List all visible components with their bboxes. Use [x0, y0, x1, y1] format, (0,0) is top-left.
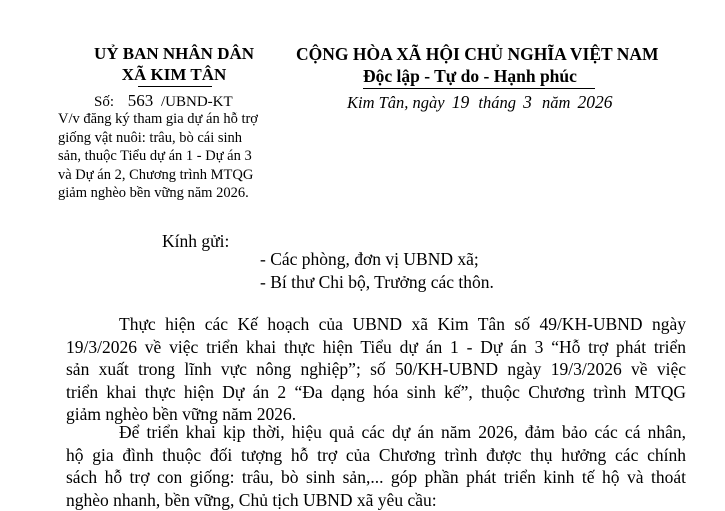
date-month: 3	[523, 92, 532, 112]
org-underline	[138, 86, 212, 87]
date-year-label: năm	[542, 93, 570, 112]
doc-number-prefix: Số:	[94, 94, 114, 110]
doc-number-suffix: /UBND-KT	[161, 94, 233, 110]
paragraph-line: giảm nghèo bền vững năm 2026.	[66, 403, 686, 426]
motto-underline	[363, 88, 595, 89]
date-place: Kim Tân, ngày	[347, 93, 445, 112]
paragraph-line: hộ gia đình thuộc đối tượng hỗ trợ của Chương trình được thụ hưởng các chính	[66, 444, 686, 467]
subject-line: và Dự án 2, Chương trình MTQG	[58, 166, 280, 185]
subject-line: sản, thuộc Tiểu dự án 1 - Dự án 3	[58, 147, 280, 166]
subject-line: giảm nghèo bền vững năm 2026.	[58, 184, 280, 203]
subject-line: giống vật nuôi: trâu, bò cái sinh	[58, 129, 280, 148]
recipient-line: - Bí thư Chi bộ, Trưởng các thôn.	[260, 272, 494, 293]
paragraph-line: sản xuất trong lĩnh vực nông nghiệp”; số 50/KH-UBND ngày 19/3/2026 về việc	[66, 358, 686, 381]
date-place-line	[347, 92, 613, 113]
date-year: 2026	[578, 92, 613, 112]
nation-title: CỘNG HÒA XÃ HỘI CHỦ NGHĨA VIỆT NAM	[296, 44, 659, 65]
date-day: 19	[452, 92, 470, 112]
org-name-line2: XÃ KIM TÂN	[84, 65, 264, 85]
paragraph-line: Thực hiện các Kế hoạch của UBND xã Kim Tân số 49/KH-UBND ngày	[119, 313, 686, 336]
doc-number: 563	[128, 91, 154, 110]
org-name-line1: UỶ BAN NHÂN DÂN	[84, 44, 264, 64]
recipient-line: - Các phòng, đơn vị UBND xã;	[260, 249, 479, 270]
paragraph-line: nghèo nhanh, bền vững, Chủ tịch UBND xã yêu cầu:	[66, 489, 686, 511]
paragraph-line: Để triển khai kịp thời, hiệu quả các dự án năm 2026, đảm bảo các cá nhân,	[119, 421, 686, 444]
greeting: Kính gửi:	[162, 231, 229, 252]
paragraph-line: sách hỗ trợ con giống: trâu, bò sinh sản,... góp phần phát triển kinh tế hộ và thoát	[66, 466, 686, 489]
date-month-label: tháng	[478, 93, 516, 112]
document-subject	[58, 110, 280, 203]
paragraph-line: triển khai thực hiện Dự án 2 “Đa dạng hóa sinh kế”, thuộc Chương trình MTQG	[66, 381, 686, 404]
body-paragraph-2	[66, 421, 686, 511]
body-paragraph-1	[66, 313, 686, 426]
doc-number-line	[94, 91, 233, 111]
motto: Độc lập - Tự do - Hạnh phúc	[363, 66, 577, 87]
paragraph-line: 19/3/2026 về việc triển khai thực hiện Tiểu dự án 1 - Dự án 3 “Hỗ trợ phát triển	[66, 336, 686, 359]
subject-line: V/v đăng ký tham gia dự án hỗ trợ	[58, 110, 280, 129]
